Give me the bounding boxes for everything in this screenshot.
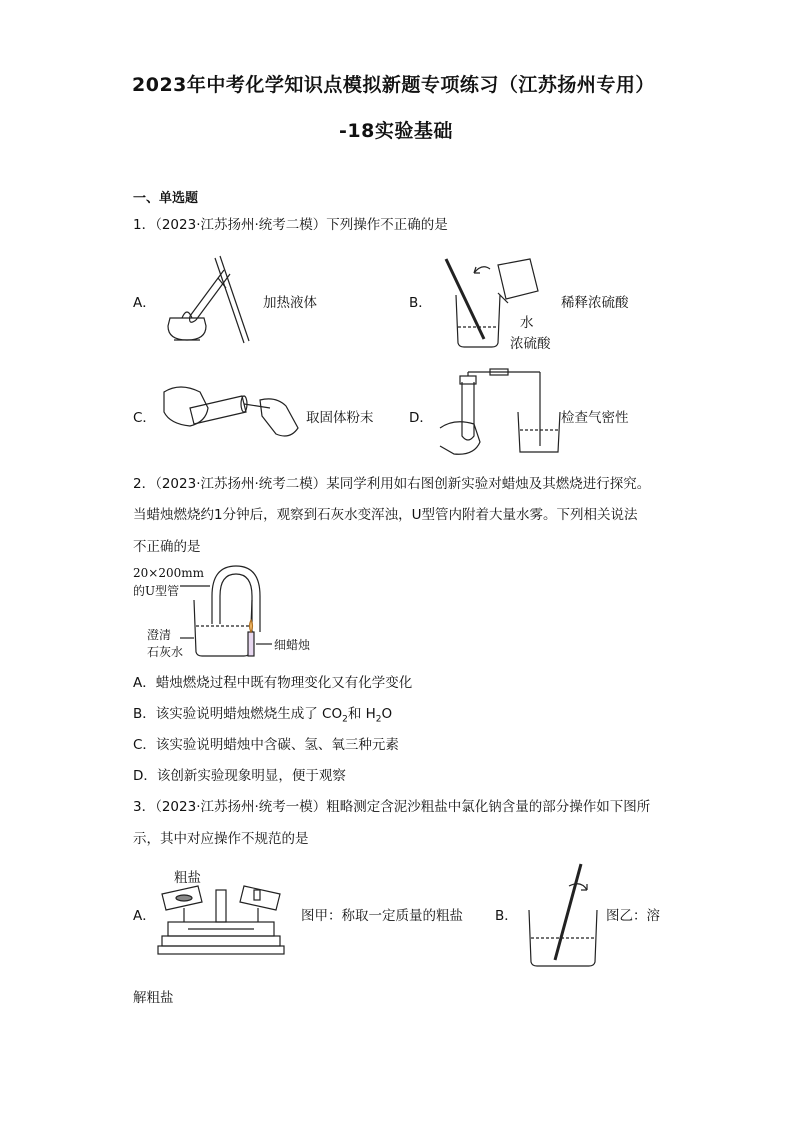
q2-option-c: C．该实验说明蜡烛中含碳、氢、氧三种元素 bbox=[133, 737, 399, 753]
q2-option-d: D．该创新实验现象明显，便于观察 bbox=[133, 768, 346, 784]
question-1-stem: 1．（2023·江苏扬州·统考二模）下列操作不正确的是 bbox=[133, 217, 448, 233]
take-powder-figure bbox=[160, 378, 310, 448]
q2-option-b-tail: O bbox=[381, 706, 393, 722]
q2-option-a: A．蜡烛燃烧过程中既有物理变化又有化学变化 bbox=[133, 675, 413, 691]
dissolve-figure bbox=[525, 860, 615, 970]
q2-label-lime-1: 澄清 bbox=[147, 628, 172, 642]
heating-liquid-figure bbox=[160, 248, 270, 348]
q2-label-candle: 细蜡烛 bbox=[274, 638, 311, 652]
q1-label-water: 水 bbox=[520, 315, 534, 331]
q3-option-b-caption-wrap: 解粗盐 bbox=[133, 990, 174, 1006]
q2-option-b-text: B．该实验说明蜡烛燃烧生成了 CO bbox=[133, 706, 343, 722]
q2-option-b-sub1: 2 bbox=[342, 714, 348, 725]
q1-option-a-caption: 加热液体 bbox=[263, 295, 317, 311]
question-2-stem-1: 2．（2023·江苏扬州·统考二模）某同学利用如右图创新实验对蜡烛及其燃烧进行探究。 bbox=[133, 476, 651, 492]
q3-option-b-letter: B． bbox=[495, 908, 518, 924]
q3-option-a-caption: 图甲：称取一定质量的粗盐 bbox=[301, 908, 463, 924]
q3-label-crude-salt: 粗盐 bbox=[174, 870, 201, 886]
question-2-stem-2: 当蜡烛燃烧约1分钟后，观察到石灰水变浑浊，U型管内附着大量水雾。下列相关说法 bbox=[133, 507, 638, 523]
q1-option-c-caption: 取固体粉末 bbox=[306, 410, 374, 426]
q2-option-b-sub2: 2 bbox=[375, 714, 382, 725]
q1-option-d-letter: D． bbox=[409, 410, 433, 426]
q3-option-b-caption: 图乙：溶 bbox=[606, 908, 660, 924]
balance-figure bbox=[158, 880, 288, 960]
q1-option-b-letter: B． bbox=[409, 295, 432, 311]
q2-option-b bbox=[133, 702, 392, 725]
airtightness-figure bbox=[434, 368, 564, 458]
q1-option-a-letter: A． bbox=[133, 295, 156, 311]
section-heading: 一、单选题 bbox=[133, 191, 199, 206]
q2-label-tube-2: 的U型管 bbox=[133, 584, 180, 598]
question-2-stem-3: 不正确的是 bbox=[133, 539, 201, 555]
q3-option-a-letter: A． bbox=[133, 908, 156, 924]
q1-option-d-caption: 检查气密性 bbox=[561, 410, 629, 426]
q1-label-conc-acid: 浓硫酸 bbox=[510, 336, 551, 352]
q1-option-c-letter: C． bbox=[133, 410, 156, 426]
q2-option-b-mid: 和 H bbox=[347, 706, 376, 722]
page-title: 2023年中考化学知识点模拟新题专项练习（江苏扬州专用） bbox=[132, 74, 655, 96]
q1-option-b-caption: 稀释浓硫酸 bbox=[561, 295, 629, 311]
page-subtitle: -18实验基础 bbox=[339, 120, 453, 142]
question-3-stem-2: 示，其中对应操作不规范的是 bbox=[133, 831, 309, 847]
question-3-stem-1: 3．（2023·江苏扬州·统考一模）粗略测定含泥沙粗盐中氯化钠含量的部分操作如下图所 bbox=[133, 799, 651, 815]
q2-label-lime-2: 石灰水 bbox=[147, 645, 184, 659]
q2-label-tube-1: 20×200mm bbox=[133, 566, 204, 580]
